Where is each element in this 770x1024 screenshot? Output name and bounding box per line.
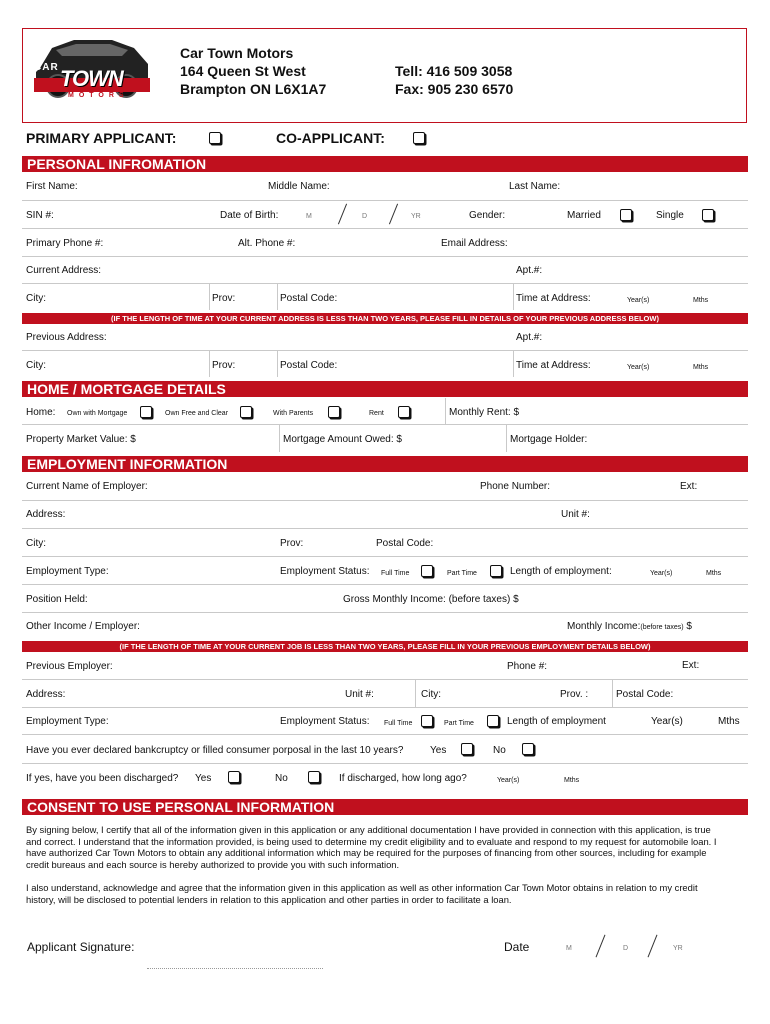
dollar-sign: $ xyxy=(686,621,692,632)
prov-label: Prov: xyxy=(212,293,236,304)
own-free-checkbox[interactable] xyxy=(240,406,252,418)
date-m-label: M xyxy=(566,945,572,952)
employment-type-label: Employment Type: xyxy=(26,566,109,577)
bankruptcy-no-checkbox[interactable] xyxy=(522,743,534,755)
home-section-header: HOME / MORTGAGE DETAILS xyxy=(22,381,748,397)
previous-postal-label: Postal Code: xyxy=(616,689,674,700)
previous-unit-label: Unit #: xyxy=(345,689,374,700)
logo-word-motors: MOTORS xyxy=(68,92,129,99)
time-at-address-label: Time at Address: xyxy=(516,293,591,304)
before-taxes-text: (before taxes) xyxy=(640,624,684,631)
previous-address-notice: (IF THE LENGTH OF TIME AT YOUR CURRENT ADDRESS IS LESS THAN TWO YEARS, PLEASE FILL IN DETAILS OF YOUR PREVIOUS ADDRESS BELOW) xyxy=(22,313,748,324)
first-name-label: First Name: xyxy=(26,181,78,192)
dob-m-label: M xyxy=(306,213,312,220)
previous-full-time-checkbox[interactable] xyxy=(421,715,433,727)
postal-code-label: Postal Code: xyxy=(280,293,338,304)
previous-part-time-checkbox[interactable] xyxy=(487,715,499,727)
signature-line[interactable] xyxy=(147,958,323,969)
how-long-years-label: Year(s) xyxy=(497,777,520,784)
previous-years-label: Year(s) xyxy=(651,716,683,727)
middle-name-label: Middle Name: xyxy=(268,181,330,192)
primary-phone-label: Primary Phone #: xyxy=(26,238,104,249)
married-label: Married xyxy=(567,210,601,221)
with-parents-label: With Parents xyxy=(273,410,314,417)
company-city: Brampton ON L6X1A7 xyxy=(180,81,327,97)
gross-income-label: Gross Monthly Income: (before taxes) $ xyxy=(343,594,519,605)
consent-section-header: CONSENT TO USE PERSONAL INFORMATION xyxy=(22,799,748,815)
city-2-label: City: xyxy=(26,360,46,371)
own-mortgage-label: Own with Mortgage xyxy=(67,410,128,417)
single-checkbox[interactable] xyxy=(702,209,714,221)
how-long-months-label: Mths xyxy=(564,777,580,784)
full-time-checkbox[interactable] xyxy=(421,565,433,577)
rent-label: Rent xyxy=(369,410,384,417)
alt-phone-label: Alt. Phone #: xyxy=(238,238,296,249)
previous-part-time-label: Part Time xyxy=(444,720,474,727)
previous-city-label: City: xyxy=(421,689,441,700)
discharged-question: If yes, have you been discharged? xyxy=(26,773,179,784)
discharged-no-checkbox[interactable] xyxy=(308,771,320,783)
apt-2-label: Apt.#: xyxy=(516,332,543,343)
employer-address-label: Address: xyxy=(26,509,66,520)
employment-years-label: Year(s) xyxy=(650,570,673,577)
previous-address-label-2: Address: xyxy=(26,689,66,700)
months-2-label: Mths xyxy=(693,364,709,371)
primary-applicant-checkbox[interactable] xyxy=(209,132,221,144)
previous-prov-label: Prov. : xyxy=(560,689,589,700)
previous-phone-label: Phone #: xyxy=(507,661,548,672)
unit-label: Unit #: xyxy=(561,509,590,520)
rent-checkbox[interactable] xyxy=(398,406,410,418)
years-2-label: Year(s) xyxy=(627,364,650,371)
consent-paragraph-2: I also understand, acknowledge and agree that the information given in this application as well as other information Car Town Motor obtains in relation to my credit history, will be disclosed to potential lenders in relation to this application and other parties in order to facilitate a loan. xyxy=(26,882,698,905)
last-name-label: Last Name: xyxy=(509,181,561,192)
company-street: 164 Queen St West xyxy=(180,63,306,79)
gender-label: Gender: xyxy=(469,210,506,221)
property-value-label: Property Market Value: $ xyxy=(26,434,136,445)
with-parents-checkbox[interactable] xyxy=(328,406,340,418)
prov-2-label: Prov: xyxy=(212,360,236,371)
previous-type-label: Employment Type: xyxy=(26,716,109,727)
time-at-address-2-label: Time at Address: xyxy=(516,360,591,371)
married-checkbox[interactable] xyxy=(620,209,632,221)
employment-status-label: Employment Status: xyxy=(280,566,370,577)
employer-label: Current Name of Employer: xyxy=(26,481,148,492)
previous-length-label: Length of employment xyxy=(507,716,606,727)
city-label: City: xyxy=(26,293,46,304)
signature-label: Applicant Signature: xyxy=(27,940,135,954)
employment-section-header: EMPLOYMENT INFORMATION xyxy=(22,456,748,472)
other-income-label: Other Income / Employer: xyxy=(26,621,140,632)
company-name: Car Town Motors xyxy=(180,45,294,61)
ext-label: Ext: xyxy=(680,481,698,492)
logo-word-town: TOWN xyxy=(60,66,123,91)
own-free-label: Own Free and Clear xyxy=(165,410,229,417)
monthly-rent-label: Monthly Rent: $ xyxy=(449,407,520,418)
years-label: Year(s) xyxy=(627,297,650,304)
consent-paragraph-1: By signing below, I certify that all of the information given in this application or any additional documentation I have provided in connection with this application, is true and correct. I understand that the information provided, is being used to determine my credit eligibility and to evaluate and respond to my request for automobile loan. I have authorized Car Town Motors to obtain any additional information which may be required for the purposes of financing from other sources, including for example credit bureaus and each source is hereby authorized to provide you with such information. xyxy=(26,824,717,870)
previous-employer-label: Previous Employer: xyxy=(26,661,113,672)
bankruptcy-no-label: No xyxy=(493,745,506,756)
position-held-label: Position Held: xyxy=(26,594,88,605)
previous-employment-notice: (IF THE LENGTH OF TIME AT YOUR CURRENT JOB IS LESS THAN TWO YEARS, PLEASE FILL IN YOUR PREVIOUS EMPLOYMENT DETAILS BELOW) xyxy=(22,641,748,652)
car-town-logo xyxy=(30,34,154,104)
previous-full-time-label: Full Time xyxy=(384,720,413,727)
previous-months-label: Mths xyxy=(718,716,740,727)
bankruptcy-yes-checkbox[interactable] xyxy=(461,743,473,755)
co-applicant-label: CO-APPLICANT: xyxy=(276,130,385,146)
previous-address-label: Previous Address: xyxy=(26,332,107,343)
dob-yr-label: YR xyxy=(411,213,421,220)
part-time-label: Part Time xyxy=(447,570,477,577)
part-time-checkbox[interactable] xyxy=(490,565,502,577)
current-address-label: Current Address: xyxy=(26,265,102,276)
company-phone: Tell: 416 509 3058 xyxy=(395,63,513,79)
home-label: Home: xyxy=(26,407,56,418)
employer-postal-label: Postal Code: xyxy=(376,538,434,549)
previous-ext-label: Ext: xyxy=(682,660,700,671)
monthly-income-text: Monthly Income: xyxy=(567,621,641,632)
mortgage-owed-label: Mortgage Amount Owed: $ xyxy=(283,434,402,445)
how-long-label: If discharged, how long ago? xyxy=(339,773,467,784)
logo-word-car: CAR xyxy=(34,62,59,73)
monthly-income-label xyxy=(567,621,692,633)
company-fax: Fax: 905 230 6570 xyxy=(395,81,514,97)
date-d-label: D xyxy=(623,945,629,952)
employment-months-label: Mths xyxy=(706,570,722,577)
sin-label: SIN #: xyxy=(26,210,54,221)
mortgage-holder-label: Mortgage Holder: xyxy=(510,434,588,445)
dob-d-label: D xyxy=(362,213,368,220)
employer-city-label: City: xyxy=(26,538,46,549)
email-label: Email Address: xyxy=(441,238,508,249)
full-time-label: Full Time xyxy=(381,570,410,577)
employer-prov-label: Prov: xyxy=(280,538,304,549)
personal-section-header: PERSONAL INFROMATION xyxy=(22,156,748,172)
postal-code-2-label: Postal Code: xyxy=(280,360,338,371)
bankruptcy-yes-label: Yes xyxy=(430,745,447,756)
phone-number-label: Phone Number: xyxy=(480,481,551,492)
previous-status-label: Employment Status: xyxy=(280,716,370,727)
dob-label: Date of Birth: xyxy=(220,210,279,221)
primary-applicant-label: PRIMARY APPLICANT: xyxy=(26,130,177,146)
months-label: Mths xyxy=(693,297,709,304)
discharged-no-label: No xyxy=(275,773,288,784)
apt-label: Apt.#: xyxy=(516,265,543,276)
co-applicant-checkbox[interactable] xyxy=(413,132,425,144)
discharged-yes-checkbox[interactable] xyxy=(228,771,240,783)
date-yr-label: YR xyxy=(673,945,683,952)
length-employment-label: Length of employment: xyxy=(510,566,612,577)
bankruptcy-question: Have you ever declared bankcruptcy or filled consumer porposal in the last 10 years? xyxy=(26,745,404,756)
single-label: Single xyxy=(656,210,684,221)
discharged-yes-label: Yes xyxy=(195,773,212,784)
date-label: Date xyxy=(504,940,530,954)
own-mortgage-checkbox[interactable] xyxy=(140,406,152,418)
